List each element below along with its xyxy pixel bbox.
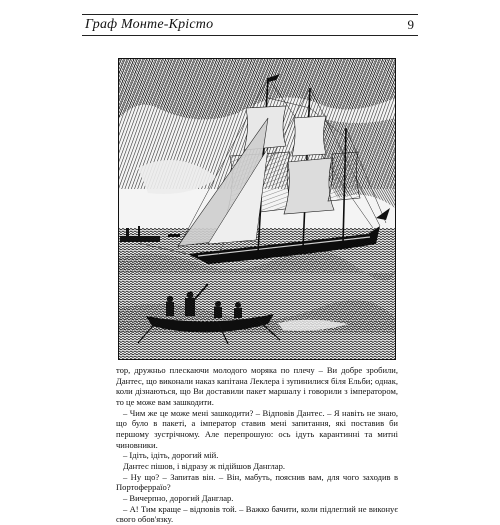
ship-engraving — [118, 58, 396, 360]
sail-mizzen — [328, 152, 360, 201]
paragraph: – А! Тим краще – відповів той. – Важко бачити, коли підлеглий не виконує свого обов'язку. — [116, 503, 398, 525]
paragraph: – Чим же це може мені зашкодити? – Відповів Дантес. – Я навіть не знаю, що було в пакеті, а імператор ставив мені запитання, які поставив би першому зустрічному. Але перепрошую: ось ідуть карантинні та митні чиновники. — [116, 407, 398, 450]
header-rule-top — [82, 14, 418, 15]
paragraph: Дантес пішов, і відразу ж підійшов Данглар. — [123, 460, 285, 471]
book-title: Граф Монте-Крісто — [85, 17, 214, 32]
body-text — [116, 365, 398, 525]
page-number: 9 — [407, 17, 414, 32]
paragraph: – Ну що? – Запитав він. – Він, мабуть, пояснив вам, для чого заходив в Портоферраїо? — [116, 471, 398, 493]
paragraph: – Вичерпно, дорогий Данглар. — [123, 492, 234, 503]
sail-main-course — [284, 158, 334, 214]
running-header — [82, 12, 418, 36]
sail-main-top — [292, 116, 326, 156]
header-rule-bottom — [82, 35, 418, 36]
paragraph: – Ідіть, ідіть, дорогий мій. — [123, 450, 219, 461]
paragraph: тор, дружньо плескаючи молодого моряка по плечу – Ви добре зробили, Дантес, що виконали наказ капітана Леклера і зупинилися біля Ельби; однак, коли дізнаються, що Ви доставили пакет маршалу і говорили з імператором, то це може вам зашкодити. — [116, 365, 398, 407]
